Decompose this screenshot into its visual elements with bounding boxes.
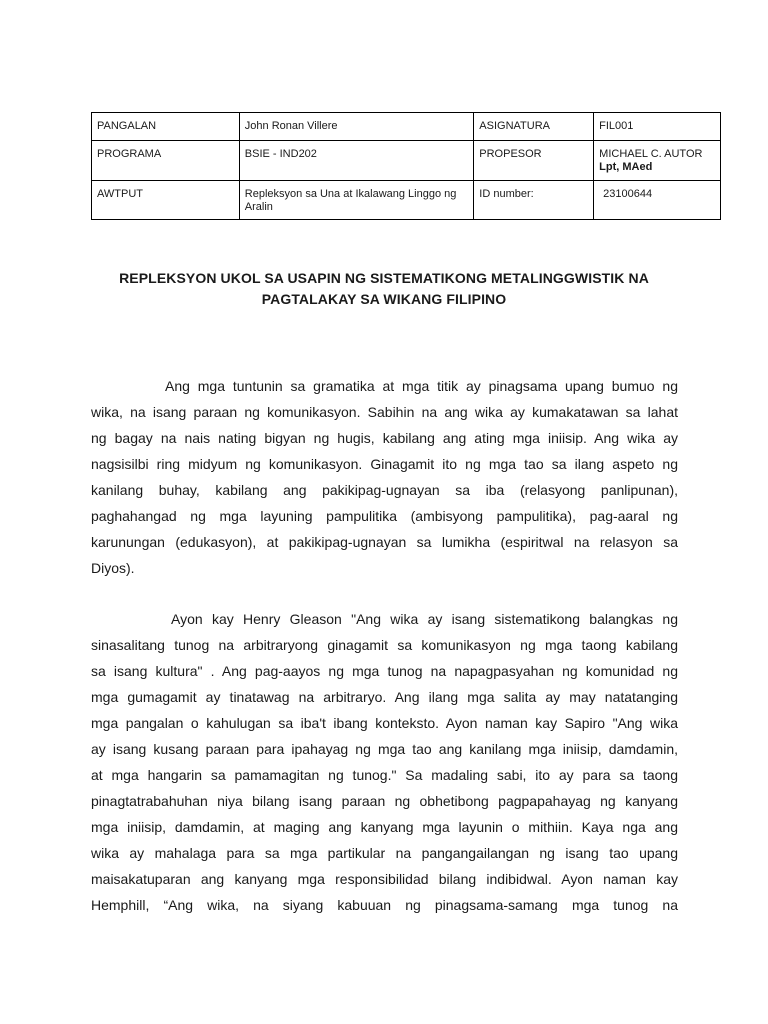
paragraph-line: wika, na isang paraan ng komunikasyon. Sabihin na ang wika ay kumakatawan sa lahat (91, 404, 678, 420)
professor-value (594, 141, 721, 181)
paragraph-line: Hemphill, “Ang wika, na siyang kabuuan ng pinagsama-samang mga tunog na (91, 897, 678, 913)
paragraph-line: Diyos). (91, 560, 135, 576)
paragraph-line: mga pangalan o kahulugan sa iba't ibang konteksto. Ayon naman kay Sapiro "Ang wika (91, 715, 678, 731)
output-value (239, 181, 474, 220)
output-value-line1: Repleksyon sa Una at Ikalawang Linggo ng (244, 188, 457, 200)
output-label: AWTPUT (92, 181, 240, 220)
id-number-cell (594, 181, 721, 220)
paragraph-line: maisakatuparan ang kanyang mga responsibilidad bilang indibidwal. Ayon naman kay (91, 871, 678, 887)
paragraph-line: ng bagay na nais nating bigyan ng hugis, kabilang ang ating mga iniisip. Ang wika ay (91, 430, 678, 446)
paragraph-line: mga iniisip, damdamin, at maging ang kanyang mga layunin o mithiin. Kaya nga ang (91, 819, 678, 835)
paragraph-1 (91, 373, 678, 581)
subject-value: FIL001 (594, 113, 721, 141)
paragraph-line: pinagtatrabahuhan niya bilang isang paraan ng obhetibong pagpapahayag ng kanyang (91, 793, 678, 809)
paragraph-line: Ayon kay Henry Gleason "Ang wika ay isang sistematikong balangkas ng (171, 611, 678, 627)
professor-label: PROPESOR (474, 141, 594, 181)
professor-name: MICHAEL C. AUTOR (599, 148, 703, 160)
paragraph-line: ay isang kusang paraan para ipahayag ng mga tao ang kanilang mga iniisip, damdamin, (91, 741, 678, 757)
name-value: John Ronan Villere (239, 113, 474, 141)
id-number-label: ID number: (474, 181, 594, 220)
subject-label: ASIGNATURA (474, 113, 594, 141)
paragraph-line: Ang mga tuntunin sa gramatika at mga titik ay pinagsama upang bumuo ng (165, 378, 678, 394)
document-title (70, 268, 698, 310)
table-row (92, 181, 721, 220)
paragraph-line: kanilang buhay, kabilang ang pakikipag-ugnayan sa iba (relasyong panlipunan), (91, 482, 678, 498)
paragraph-line: sa isang kultura" . Ang pag-aayos ng mga tunog na napagpasyahan ng komunidad ng (91, 663, 678, 679)
name-label: PANGALAN (92, 113, 240, 141)
paragraph-line: mga gumagamit ay tinatawag na arbitraryo. Ang ilang mga salita ay may natatanging (91, 689, 678, 705)
program-label: PROGRAMA (92, 141, 240, 181)
title-line-2: PAGTALAKAY SA WIKANG FILIPINO (261, 291, 507, 307)
student-info-table (91, 112, 721, 220)
program-value: BSIE - IND202 (239, 141, 474, 181)
paragraph-2 (91, 606, 678, 918)
paragraph-line: paghahangad ng mga layuning pampulitika (ambisyong pampulitika), pag-aaral ng (91, 508, 678, 524)
id-number-value: 23100644 (603, 188, 653, 200)
table-row (92, 113, 721, 141)
paragraph-line: nagsisilbi ring midyum ng komunikasyon. Ginagamit ito ng mga tao sa ilang aspeto ng (91, 456, 678, 472)
paragraph-line: at mga hangarin sa pamamagitan ng tunog." Sa madaling sabi, ito ay para sa taong (91, 767, 678, 783)
output-value-line2: Aralin (244, 201, 273, 213)
paragraph-line: karunungan (edukasyon), at pakikipag-ugnayan sa lumikha (espiritwal na relasyon sa (91, 534, 678, 550)
paragraph-line: wika ay mahalaga para sa mga partikular na pangangailangan ng isang tao upang (91, 845, 678, 861)
title-line-1: REPLEKSYON UKOL SA USAPIN NG SISTEMATIKONG METALINGGWISTIK NA (119, 270, 649, 286)
professor-credentials: Lpt, MAed (599, 161, 653, 173)
paragraph-line: sinasalitang tunog na arbitraryong ginagamit sa komunikasyon ng mga taong kabilang (91, 637, 678, 653)
table-row (92, 141, 721, 181)
